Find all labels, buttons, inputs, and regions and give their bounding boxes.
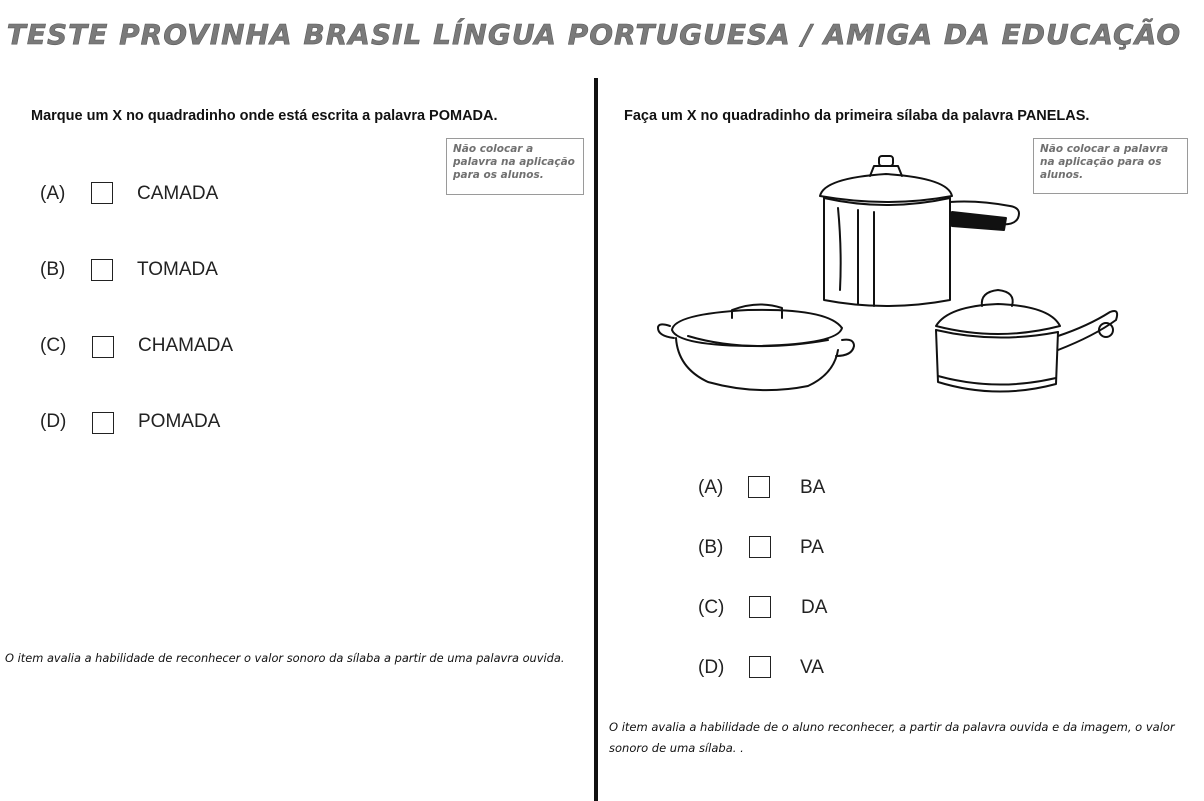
answer-checkbox[interactable] (748, 476, 770, 498)
pressure-cooker-icon (820, 156, 1019, 306)
left-option-b[interactable] (40, 258, 340, 284)
right-option-a[interactable] (698, 476, 898, 502)
right-footnote: O item avalia a habilidade de o aluno reconhecer, a partir da palavra ouvida e da imagem, o valor sonoro de uma sílaba. . (609, 720, 1175, 755)
option-word: DA (801, 597, 828, 618)
option-word: VA (800, 657, 824, 678)
option-letter: (A) (698, 477, 724, 498)
right-teacher-note: Não colocar a palavra na aplicação para os alunos. (1033, 138, 1188, 194)
left-option-a[interactable] (40, 182, 340, 208)
answer-checkbox[interactable] (92, 336, 114, 358)
left-option-c[interactable] (40, 334, 340, 360)
option-word: BA (800, 477, 826, 498)
answer-checkbox[interactable] (749, 596, 771, 618)
option-word: TOMADA (137, 259, 218, 280)
option-letter: (C) (698, 597, 725, 618)
right-question: Faça um X no quadradinho da primeira sílaba da palavra PANELAS. (624, 108, 1090, 124)
left-question: Marque um X no quadradinho onde está escrita a palavra POMADA. (31, 108, 498, 124)
option-letter: (A) (40, 183, 66, 204)
right-option-c[interactable] (698, 596, 898, 622)
answer-checkbox[interactable] (749, 536, 771, 558)
casserole-icon (658, 304, 854, 390)
option-letter: (D) (40, 411, 67, 432)
page-title: TESTE PROVINHA BRASIL LÍNGUA PORTUGUESA / AMIGA DA EDUCAÇÃO (6, 18, 1182, 51)
right-option-b[interactable] (698, 536, 898, 562)
answer-checkbox[interactable] (91, 182, 113, 204)
option-word: CAMADA (137, 183, 219, 204)
option-word: PA (800, 537, 824, 558)
option-letter: (B) (698, 537, 724, 558)
option-word: POMADA (138, 411, 221, 432)
option-letter: (D) (698, 657, 725, 678)
saucepan-icon (936, 290, 1117, 392)
left-teacher-note: Não colocar a palavra na aplicação para os alunos. (446, 138, 584, 195)
pots-and-pans-illustration (648, 150, 1128, 415)
answer-checkbox[interactable] (91, 259, 113, 281)
right-option-d[interactable] (698, 656, 898, 682)
option-letter: (B) (40, 259, 66, 280)
column-divider (594, 78, 598, 801)
left-footnote: O item avalia a habilidade de reconhecer o valor sonoro da sílaba a partir de uma palavra ouvida. (5, 651, 565, 665)
option-letter: (C) (40, 335, 67, 356)
answer-checkbox[interactable] (92, 412, 114, 434)
answer-checkbox[interactable] (749, 656, 771, 678)
left-option-d[interactable] (40, 410, 340, 436)
option-word: CHAMADA (138, 335, 234, 356)
